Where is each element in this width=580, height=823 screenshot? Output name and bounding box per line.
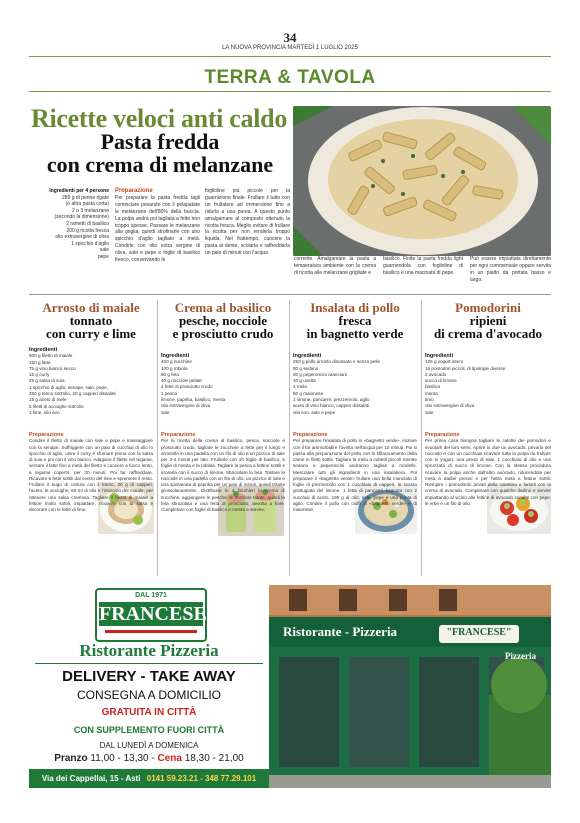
ingredient-item: 5 filetti di acciughe sott'olio xyxy=(29,403,84,409)
ingredient-item: 400 g zucchine xyxy=(161,359,192,365)
ingredient-item: 250 g tonno sott'olio, 20 g capperi dissalati xyxy=(29,391,116,397)
ingredients-title: Ingredienti xyxy=(293,353,322,359)
ad-left-panel xyxy=(29,585,269,788)
header-dateline: LA NUOVA PROVINCIA MARTEDÌ 1 LUGLIO 2025 xyxy=(222,45,358,51)
article-kicker: Ricette veloci anti caldo xyxy=(31,104,288,133)
ingredient-item: (o altra pasta corta) xyxy=(65,201,109,208)
ad-contact-bar xyxy=(29,769,269,788)
pasta-photo xyxy=(293,106,551,256)
ingredient-item: olio extravergine di oliva xyxy=(425,403,475,409)
ingredient-item: olio extravergine di oliva xyxy=(55,234,109,241)
ingredient-item: 60 g maionese xyxy=(293,390,324,396)
recipe-title-line: fresca xyxy=(338,313,372,328)
ad-hours: Pranzo 11,00 - 13,30 - Cena 18,30 - 21,00 xyxy=(54,753,244,764)
recipe-title-line: con curry e lime xyxy=(46,326,136,341)
article-title xyxy=(29,130,291,176)
preparation-text: Condire il filetto di maiale con sale e pepe e massaggiare con la senape. Soffriggere con un paio di cucchiai di olio lo spicchio di aglio, unire il curry e sfumare prima con la salsa di soia e poi con il vino bianco. Adagiare il filetto nel tegame, versare il latte fino a metà del filetto e cuocere a fuoco lento, a tegame coperto, per 30 minuti. Poi far raffreddare. Ricavare 6 fette sottili dal centro del lime e spremere il resto. Frullare il sugo di cottura con il tonno, 20 g di capperi, l'aceto, le acciughe, 60 ml di olio e l'intingolo del maiale, per ottenere una salsa cremosa. Tagliare il filetto di maiale a fettine molto sottili, impiattare, ricoprire con la salsa e decorare con le fette di lime. xyxy=(29,438,153,512)
preparation-label: Preparazione xyxy=(29,432,64,438)
recipe-title-line: di crema d'avocado xyxy=(433,326,543,341)
logo-since: DAL 1971 xyxy=(135,592,167,599)
storefront-brand-sign: "FRANCESE" xyxy=(446,627,512,638)
ad-restaurant-type: Ristorante Pizzeria xyxy=(79,641,219,660)
section-rule-top xyxy=(29,56,551,57)
ingredient-item: 1 spicchio di aglio, senape, sale, pepe, xyxy=(29,384,108,390)
body-text: Per preparare la pasta fredda tagli cominciare pesando con il pelapatate le melanzane dell'80% della buccia. La polpa andrà poi tagliata a fette non troppo spesse. Passare le melanzane alla griglia, quindi strofinarle con uno spicchio d'aglio tagliato a metà. Condirle con olio extra vergine di oliva, sale e pepe e foglie di basilico fresco, conservando le xyxy=(115,194,200,264)
ingredient-item: olio evo, sale e pepe xyxy=(293,409,336,415)
francese-logo xyxy=(95,588,207,642)
ad-rule xyxy=(35,663,263,664)
recipe-prep-2 xyxy=(161,432,285,513)
logo-stripe xyxy=(105,630,197,633)
storefront-photo xyxy=(269,585,551,788)
ad-free-city: GRATUITA IN CITTÀ xyxy=(101,707,197,718)
storefront-illustration xyxy=(269,585,551,788)
ingredient-item: menta xyxy=(425,390,438,396)
recipe-title-colored: Arrosto di maiale xyxy=(42,300,140,315)
ingredients-title: Ingredienti xyxy=(29,347,58,353)
ingredient-item: 250 g pollo arrosto disossato e senza pelle xyxy=(293,359,381,365)
recipe-title-1 xyxy=(29,301,153,340)
main-col-4: basilico. Finite la pasta fredda light guarnendola con foglioline di basilico e una macinata di pepe. xyxy=(383,256,463,276)
column-divider xyxy=(157,300,158,576)
ingredient-item: succo di limone xyxy=(425,378,457,384)
ingredient-item: olio extravergine di oliva xyxy=(161,403,211,409)
recipe-ingredients-2 xyxy=(161,353,285,416)
main-col-1 xyxy=(115,188,200,264)
recipe-title-line: tonnato xyxy=(69,313,113,328)
ingredient-item: 16 pomodori piccoli, di tipologie diverse xyxy=(425,365,506,371)
ad-days: DAL LUNEDÌ A DOMENICA xyxy=(99,741,199,750)
preparation-label: Preparazione xyxy=(161,432,196,438)
ingredient-item: 2 avocado xyxy=(425,371,447,377)
recipe-title-colored: Pomodorini xyxy=(455,300,521,315)
recipe-title-3 xyxy=(293,301,417,340)
section-rule-bottom xyxy=(29,91,551,92)
recipe-title-colored: Insalata di pollo xyxy=(310,300,400,315)
main-col-2: foglioline più piccole per la guarnizione finale. Frullare il tutto con un frullatore ad immersione fino a ridurlo a una purea. A questo punto amalgamare al composto ottenuto la ricotta fresca. Meglio evitare di frullare la ricotta per non renderla troppo liquida. Nel frattempo, cuocere la pasta al dente, scolarla e raffreddarla un paio di minuti con l'acqua xyxy=(205,188,290,257)
column-divider xyxy=(421,300,422,576)
main-col-3: corrente. Amalgamare la pasta a temperatura ambiente con la crema di ricotta alle melanzane grigliate e xyxy=(294,256,376,276)
recipe-title-line: ripieni xyxy=(469,313,507,328)
ingredient-item: 80 g feta xyxy=(161,371,179,377)
ingredient-item: 40 g nocciole pelate xyxy=(161,378,202,384)
preparation-label: Preparazione xyxy=(115,188,153,194)
ingredient-item: (secondo la dimensione) xyxy=(54,214,109,221)
ingredient-item: 1 limone, pancarré, prezzemolo, aglio xyxy=(293,397,370,403)
recipe-title-2 xyxy=(161,301,285,340)
recipe-prep-4 xyxy=(425,432,551,507)
ingredient-item: 80 g sedano xyxy=(293,365,319,371)
ingredient-item: limone, paprika, basilico, menta xyxy=(161,397,226,403)
recipe-title-line: e prosciutto crudo xyxy=(172,326,274,341)
recipe-title-line: pesche, nocciole xyxy=(178,313,268,328)
ad-service: DELIVERY - TAKE AWAY xyxy=(62,668,236,685)
preparation-text: Per preparare l'insalata di pollo in «bagnetto verde», iniziare con il far ammorbidire l'uvetta nell'acqua per 10 minuti. Poi si passa alla preparazione del pollo con lo sfilacciamento della carne in filetti sottili. Tagliare la mela a cubetti piccoli mentre sedano e peperoncini andranno tagliati a rondelle. Mescolare tutti gli ingredienti in una insalatiera. Poi preparare il «bagnetto verde» frullare una bella manciata di foglie di prezzemolo con 1 cucchiaio di capperi, la scorza grattugiata del limone, 1 fetta di pancarré bagnata con 2 cucchiai di aceto, 180 g di olio, sale, pepe e una punta di aglio. Condire il pollo con ciuffi di «bagnetto verde» e di maionese. xyxy=(293,438,417,512)
ingredients-title: Ingredienti per 4 persone xyxy=(49,188,109,194)
restaurant-advertisement[interactable] xyxy=(29,585,551,788)
ingredient-item: 4 fette di prosciutto crudo xyxy=(161,384,213,390)
ingredient-item: 280 g di penne rigate xyxy=(62,194,109,201)
ingredient-item: sale xyxy=(99,247,109,254)
recipe-ingredients-3 xyxy=(293,353,417,416)
recipe-prep-3 xyxy=(293,432,417,513)
ad-delivery: CONSEGNA A DOMICILIO xyxy=(76,688,222,702)
ingredients-title: Ingredienti xyxy=(425,353,454,359)
main-col-5: Può essere impiattata direttamente per ogni commensale oppure servita in un piatto da portata basso e largo. xyxy=(470,256,551,283)
recipe-ingredients-4 xyxy=(425,353,551,416)
recipe-title-4 xyxy=(425,301,551,340)
ad-supplement: CON SUPPLEMENTO FUORI CITTÀ xyxy=(73,725,225,735)
ingredient-item: 2 o 3 melanzane xyxy=(72,207,109,214)
preparation-text: Per prima cosa bisogna tagliare le calotte dei pomodori e svuotarli del loro semi. Aprire in due un avocado, privarlo del nocciolo e con un cucchiaio ricavare tutta la polpa da frullare con lo yogurt, una presa di sale, 1 cucchiaio di olio e una spruzzata di succo di limone. Con la stessa procedura ricavare la polpa anche dall'altro avocado, riducendola per metà a dadini precisi e per l'altra metà a fettine sottili. Riempire i pomodorini privati della calottina e farcirli con la crema di avocado. Completare con qualche dadino e servire impiattando al vicino alle fettine di avocado condite con pepe, le erbe e un filo di olio. xyxy=(425,438,551,506)
lunch-label: Pranzo xyxy=(54,753,88,764)
column-divider xyxy=(289,300,290,576)
preparation-label: Preparazione xyxy=(425,432,460,438)
ingredient-item: 1 spicchio d'aglio xyxy=(71,240,109,247)
ingredient-item: 1 lime, olio evo xyxy=(29,409,60,415)
ad-address: Via dei Cappellai, 15 - Asti xyxy=(41,774,141,783)
ad-phones[interactable]: 0141 59.23.21 - 348 77.29.101 xyxy=(146,774,257,783)
title-line-1: Pasta fredda xyxy=(100,129,220,154)
preparation-label: Preparazione xyxy=(293,432,328,438)
ingredient-item: 200 g ricotta fresca xyxy=(66,227,109,234)
storefront-side-sign: Pizzeria xyxy=(505,651,536,661)
dinner-label: Cena xyxy=(157,753,182,764)
ingredient-item: 2 rametti di basilico xyxy=(66,220,109,227)
ingredient-item: 75 g vino bianco secco xyxy=(29,365,76,371)
pasta-illustration xyxy=(293,106,551,256)
divider xyxy=(29,294,551,295)
ingredient-item: pepe xyxy=(97,253,109,260)
ingredient-item: 125 g yogurt intero xyxy=(425,359,464,365)
ingredient-item: sale xyxy=(425,409,434,415)
ingredient-item: 1 pesca xyxy=(161,390,178,396)
ingredient-item: 15 g curry xyxy=(29,372,50,378)
ingredient-item: 150 g latte xyxy=(29,359,51,365)
title-line-2: con crema di melanzane xyxy=(46,152,274,177)
main-ingredients xyxy=(29,188,109,261)
ingredient-item: 600 g filetto di maiale xyxy=(29,353,73,359)
ingredients-title: Ingredienti xyxy=(161,353,190,359)
preparation-text: Per la ricetta della crema al basilico, pesca, nocciole e prosciutto crudo, tagliare le zucchine a fette per il lungo e arrostirle in una padella con un filo di olio e un pizzico di sale per 3-4 minuti per lato. Frullarle con 10 foglie di basilico, 5 foglie di menta e la robiola. Tagliare la pesca a fettine sottili e irrorarla con il succo di limone. Sbriciolare la feta. Tostare le nocciole in una padella con un filo di olio, un pizzico di sale e una spolverata di paprika per un paio di minuti, quindi tritarle grossolanamente. Distribuire in 4 bicchieri la crema di zucchine, aggiungere le pesche, le nocciole tritate, quindi la feta sbriciolata e una fetta di prosciutto, avvolta a fiore. Completare con foglie di basilico e menta e servire. xyxy=(161,438,285,512)
recipe-title-line: in bagnetto verde xyxy=(306,326,404,341)
ingredient-item: sale xyxy=(161,409,170,415)
recipe-title-colored: Crema al basilico xyxy=(174,300,272,315)
page-number: 34 xyxy=(283,30,297,45)
ingredient-item: 25 g salsa di soia xyxy=(29,378,65,384)
lunch-hours: 11,00 - 13,30 xyxy=(90,753,149,764)
ingredient-item: 100 g robiola xyxy=(161,365,188,371)
dinner-hours: 18,30 - 21,00 xyxy=(184,753,244,764)
ingredient-item: 15 g aceto di mele xyxy=(29,397,67,403)
ingredient-item: 10 g uvetta xyxy=(293,378,316,384)
ingredient-item: basilico xyxy=(425,384,441,390)
recipe-ingredients-1 xyxy=(29,347,153,416)
section-title: TERRA & TAVOLA xyxy=(204,67,376,88)
storefront-sign: Ristorante - Pizzeria xyxy=(283,624,398,639)
logo-brand: FRANCESE xyxy=(99,603,207,625)
ingredient-item: aceto di vino bianco, capperi dissalati xyxy=(293,403,370,409)
recipe-prep-1 xyxy=(29,432,153,513)
ingredient-item: 1 mela xyxy=(293,384,307,390)
ingredient-item: timo xyxy=(425,397,434,403)
ingredient-item: 60 g peperoncini arancioni xyxy=(293,371,347,377)
